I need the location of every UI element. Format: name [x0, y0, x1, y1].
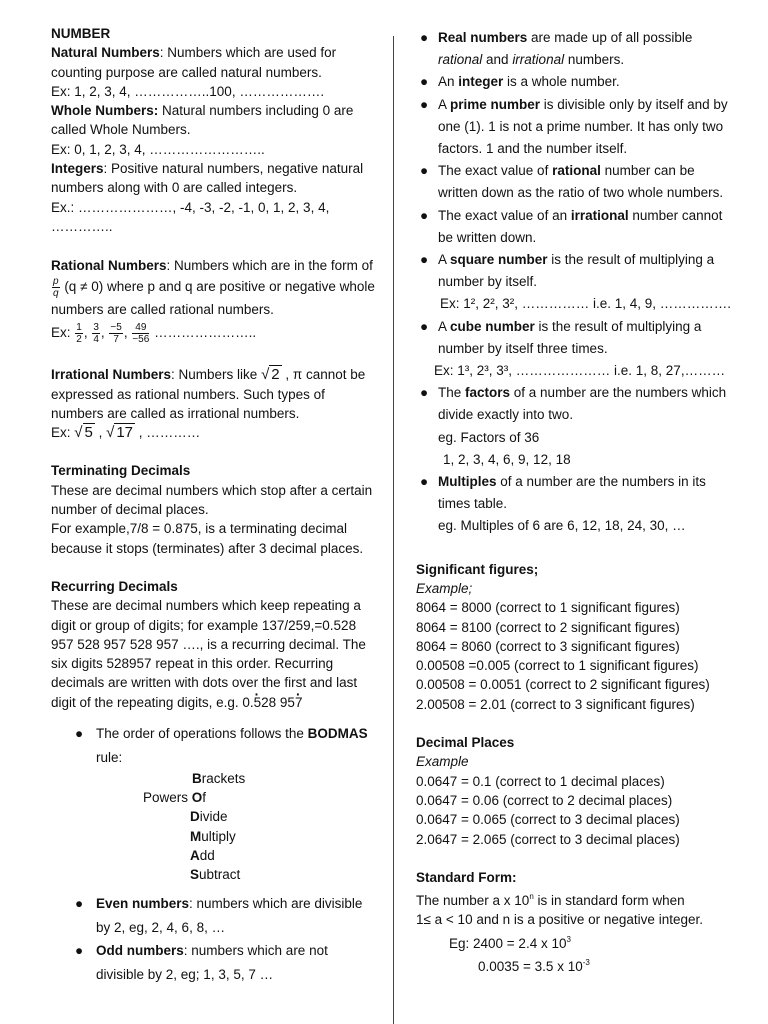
standard-form-eg-2: 0.0035 = 3.5 x $10^{-3}$	[478, 958, 590, 975]
decimal-line: 0.0647 = 0.06 (correct to 2 decimal places)	[416, 792, 673, 808]
bullet-icon: ●	[420, 385, 429, 401]
sigfig-line: 0.00508 =0.005 (correct to 1 significant figures)	[416, 658, 699, 674]
factors-item: ● The factors of a number are the numbers which divide exactly into two. eg. Factors of 36 1, 2, 3, 4, 6, 9, 12, 18	[416, 382, 736, 471]
sigfig-line: 0.00508 = 0.0051 (correct to 2 significant figures)	[416, 677, 710, 693]
right-column	[416, 27, 736, 976]
bodmas-list: Brackets Powers Of Divide Multiply Add Subtract	[143, 771, 246, 883]
bullet-icon: ●	[75, 726, 84, 742]
natural-numbers-ex: Ex: 1, 2, 3, 4, ……………..100, ……………….	[51, 83, 325, 99]
cube-number-item: ● A cube number is the result of multiplying a number by itself three times. Ex: 1³, 2³, 3³, ………………… i.e. 1, 8, 27,………	[416, 316, 736, 383]
rational-item: ● The exact value of rational number can be written down as the ratio of two whole numbers.	[416, 160, 736, 204]
multiples-item: ● Multiples of a number are the numbers in its times table. eg. Multiples of 6 are 6, 12, 18, 24, 30, …	[416, 471, 736, 538]
fraction: $\frac{3}{4}$	[93, 322, 99, 346]
terminating-decimals-p1: These are decimal numbers which stop after a certain number of decimal places.	[51, 482, 373, 518]
decimal-line: 0.0647 = 0.065 (correct to 3 decimal places)	[416, 812, 680, 828]
decimal-places-title: Decimal Places	[416, 735, 515, 751]
natural-numbers-def: Natural Numbers: Numbers which are used for counting purpose are called natural numbers.	[51, 45, 337, 80]
sigfig-line: 8064 = 8000 (correct to 1 significant figures)	[416, 600, 680, 616]
standard-form-line-2: 1≤ a < 10 and n is a positive or negative integer.	[416, 912, 703, 928]
irrational-numbers-ex: Ex: √ 5 , √ 17 , …………	[51, 424, 201, 442]
decimal-line: 0.0647 = 0.1 (correct to 1 decimal places)	[416, 773, 665, 789]
fraction: $\frac{-5}{7}$	[110, 322, 122, 346]
decimal-example-label: Example	[416, 754, 469, 770]
integers-ex: Ex.: …………………, -4, -3, -2, -1, 0, 1, 2, 3, 4, …………..	[51, 199, 330, 234]
sigfig-line: 8064 = 8100 (correct to 2 significant figures)	[416, 619, 680, 635]
bullet-icon: ●	[420, 207, 429, 223]
sigfig-title: Significant figures;	[416, 561, 539, 577]
decimal-line: 2.0647 = 2.065 (correct to 3 decimal places)	[416, 831, 680, 847]
standard-form-title: Standard Form:	[416, 869, 517, 885]
fraction: $\frac{1}{2}$	[76, 322, 82, 346]
sigfig-line: 2.00508 = 2.01 (correct to 3 significant figures)	[416, 696, 695, 712]
real-numbers-item: ● Real numbers are made up of all possible rational and irrational numbers.	[416, 27, 736, 71]
terminating-decimals-p2: For example,7/8 = 0.875, is a terminating decimal because it stops (terminates) after 3 decimal places.	[51, 521, 364, 556]
bullet-icon: ●	[420, 318, 429, 334]
factors-ex-2: 1, 2, 3, 4, 6, 9, 12, 18	[443, 451, 571, 467]
bullet-icon: ●	[420, 96, 429, 112]
irrational-item: ● The exact value of an irrational number cannot be written down.	[416, 205, 736, 249]
recurring-decimals-p1: These are decimal numbers which keep repeating a digit or group of digits; for example 137/259,=0.528 957 528 957 528 957 …., is a recurring decimal. The six digits 528957 repeat in this order. Recurring decimals are written with dots over the first and last digit of the repeating digits, e.g. 0.· 528 95· 7	[51, 596, 376, 712]
square-number-item: ● A square number is the result of multiplying a number by itself. Ex: 1², 2², 3², …………… i.e. 1, 4, 9, …………….	[416, 249, 736, 316]
multiples-ex: eg. Multiples of 6 are 6, 12, 18, 24, 30, …	[438, 518, 686, 534]
page-title: NUMBER	[51, 26, 111, 41]
terminating-decimals-title: Terminating Decimals	[51, 463, 191, 479]
recurring-decimals-title: Recurring Decimals	[51, 578, 178, 594]
sqrt-symbol: √ 17	[106, 424, 134, 442]
sigfig-example-label: Example;	[416, 580, 473, 596]
factors-ex-1: eg. Factors of 36	[438, 429, 540, 445]
bullet-icon: ●	[420, 474, 429, 490]
integer-item: ● An integer is a whole number.	[416, 71, 736, 93]
bullet-icon: ●	[420, 252, 429, 268]
sigfig-line: 8064 = 8060 (correct to 3 significant figures)	[416, 638, 680, 654]
p-over-q-fraction: $\frac{p}{q}$	[53, 276, 59, 300]
bodmas-item: ● The order of operations follows the BODMAS rule: Brackets Powers Of Divide Multiply Add Subtract	[51, 722, 376, 884]
even-numbers-item: ● Even numbers: numbers which are divisible by 2, eg, 2, 4, 6, 8, …	[51, 892, 376, 939]
bullet-icon: ●	[420, 30, 429, 45]
sqrt-symbol: √ 2	[261, 366, 280, 384]
sqrt-symbol: √ 5	[74, 424, 93, 442]
bullet-icon: ●	[75, 896, 84, 912]
whole-numbers-def: Whole Numbers: Natural numbers including 0 are called Whole Numbers.	[51, 103, 354, 138]
bullet-icon: ●	[420, 74, 429, 90]
cube-number-ex: Ex: 1³, 2³, 3³, ………………… i.e. 1, 8, 27,………	[434, 363, 726, 379]
left-column	[51, 24, 376, 986]
bullet-icon: ●	[75, 943, 84, 959]
whole-numbers-ex: Ex: 0, 1, 2, 3, 4, ……………………..	[51, 141, 265, 157]
standard-form-eg-1: Eg: 2400 = 2.4 x $10^3$	[449, 934, 571, 951]
fraction: $\frac{49}{-56}$	[132, 322, 150, 346]
square-number-ex: Ex: 1², 2², 3², …………… i.e. 1, 4, 9, …………….	[440, 296, 732, 312]
odd-numbers-item: ● Odd numbers: numbers which are not divisible by 2, eg; 1, 3, 5, 7 …	[51, 939, 376, 986]
irrational-numbers-def: Irrational Numbers: Numbers like √ 2 , π cannot be expressed as rational numbers. Such types of numbers are called as irrational numbers.	[51, 366, 366, 421]
rational-numbers-ex: Ex: $\frac{1}{2}$ , $\frac{3}{4}$ , $\frac{-5}{7}$ , $\frac{49}{-56}$ …………………..	[51, 322, 257, 346]
bullet-icon: ●	[420, 163, 429, 179]
standard-form-line-1: The number a x 10$^n$ is in standard form when	[416, 892, 685, 909]
column-divider	[393, 36, 394, 1024]
rational-numbers-def: Rational Numbers: Numbers which are in the form of $\frac{p}{q}$ (q ≠ 0) where p and q are positive or negative whole numbers are called rational numbers.	[51, 258, 375, 318]
prime-number-item: ● A prime number is divisible only by itself and by one (1). 1 is not a prime number. It has only two factors. 1 and the number itself.	[416, 94, 736, 161]
integers-def: Integers: Positive natural numbers, negative natural numbers along with 0 are called integers.	[51, 161, 364, 196]
